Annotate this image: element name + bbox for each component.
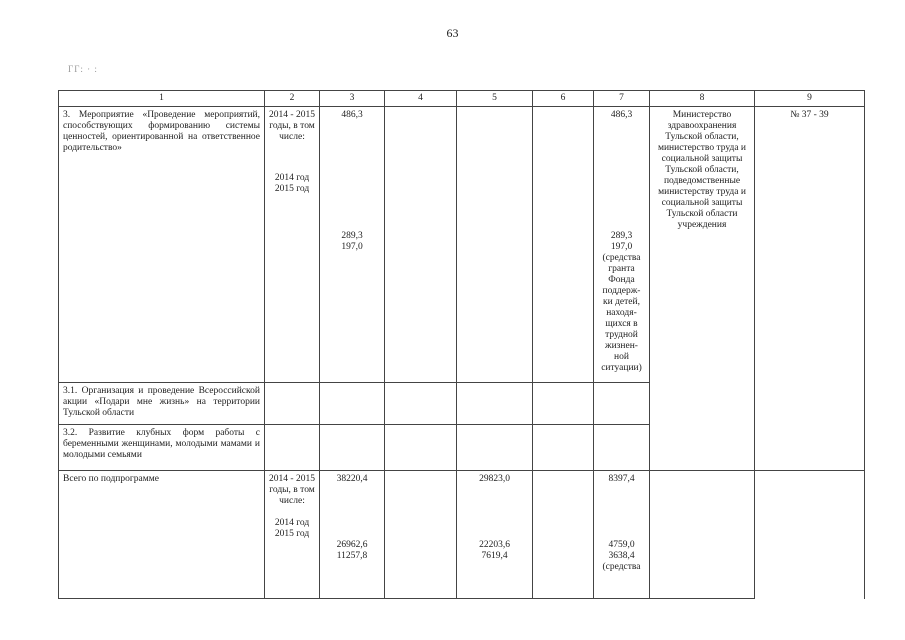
empty-cell	[457, 425, 533, 471]
year-value: 197,0	[341, 242, 363, 252]
table-row	[59, 425, 865, 471]
budget-value: 29823,0	[479, 474, 510, 484]
column-header: 8	[650, 91, 755, 107]
year-value: 4759,0	[608, 540, 635, 550]
year-value: 3638,4	[608, 551, 635, 561]
year-value: 22203,6	[479, 540, 510, 550]
year-value: 11257,8	[336, 551, 368, 561]
column-header: 3	[320, 91, 385, 107]
period-cell	[265, 471, 320, 599]
scan-marks: ГГ: · :	[68, 64, 98, 74]
empty-cell	[457, 107, 533, 383]
empty-cell	[385, 425, 457, 471]
empty-cell	[533, 425, 594, 471]
empty-cell	[265, 383, 320, 425]
empty-cell	[650, 383, 755, 425]
empty-cell	[533, 107, 594, 383]
empty-cell	[385, 107, 457, 383]
funding-cell	[594, 471, 650, 599]
period-label: 2014 - 2015 годы, в том числе:	[269, 474, 315, 506]
empty-cell	[320, 383, 385, 425]
column-header: 7	[594, 91, 650, 107]
year-value: 197,0	[610, 242, 633, 252]
empty-cell	[533, 383, 594, 425]
empty-cell	[650, 471, 755, 599]
empty-cell	[457, 383, 533, 425]
total-cell	[320, 471, 385, 599]
activity-name: 3. Мероприятие «Проведение мероприятий, способствующих формированию системы ценностей, ориентированной на ответственное родительство»	[59, 107, 265, 383]
year-value: 289,3	[610, 231, 633, 241]
funding-cell	[594, 107, 650, 383]
column-header: 9	[755, 91, 865, 107]
period-cell	[265, 107, 320, 383]
year-value: 26962,6	[336, 540, 368, 550]
period-label: 2014 - 2015 годы, в том числе:	[269, 110, 315, 142]
column-header: 1	[59, 91, 265, 107]
empty-cell	[533, 471, 594, 599]
table-row	[59, 107, 865, 383]
activity-name: 3.1. Организация и проведение Всероссийской акции «Подари мне жизнь» на территории Тульской области	[59, 383, 265, 425]
column-header: 2	[265, 91, 320, 107]
year-value: 289,3	[341, 231, 363, 241]
table-row	[59, 471, 865, 599]
total-cell	[320, 107, 385, 383]
funding-note: (средства	[602, 562, 641, 572]
year-label: 2015 год	[274, 184, 310, 194]
executor-cell: Министерство здравоохранения Тульской области, министерство труда и социальной защиты Тульской области, подведомственные министерству труда и социальной защиты Тульской области учреждения	[650, 107, 755, 383]
column-number-row	[59, 91, 865, 107]
empty-cell	[755, 471, 865, 599]
empty-cell	[650, 425, 755, 471]
funding-value: 486,3	[610, 110, 633, 120]
year-value: 7619,4	[481, 551, 508, 561]
year-label: 2014 год	[274, 173, 310, 183]
indicators-cell: № 37 - 39	[755, 107, 865, 471]
year-label: 2014 год	[274, 518, 310, 528]
empty-cell	[265, 425, 320, 471]
column-header: 4	[385, 91, 457, 107]
total-value: 486,3	[341, 110, 363, 120]
budget-cell	[457, 471, 533, 599]
empty-cell	[320, 425, 385, 471]
empty-cell	[594, 383, 650, 425]
funding-value: 8397,4	[608, 474, 635, 484]
total-value: 38220,4	[336, 474, 368, 484]
program-table	[58, 90, 865, 599]
page-number: 63	[446, 26, 459, 40]
activity-name: 3.2. Развитие клубных форм работы с беременными женщинами, молодыми мамами и молодыми семьями	[59, 425, 265, 471]
empty-cell	[385, 383, 457, 425]
funding-note: (средства гранта Фонда поддерж-ки детей, находя-щихся в трудной жизнен-ной ситуации)	[601, 253, 642, 373]
year-label: 2015 год	[274, 529, 310, 539]
table-row	[59, 383, 865, 425]
activity-name: Всего по подпрограмме	[59, 471, 265, 599]
column-header: 5	[457, 91, 533, 107]
empty-cell	[385, 471, 457, 599]
column-header: 6	[533, 91, 594, 107]
empty-cell	[594, 425, 650, 471]
